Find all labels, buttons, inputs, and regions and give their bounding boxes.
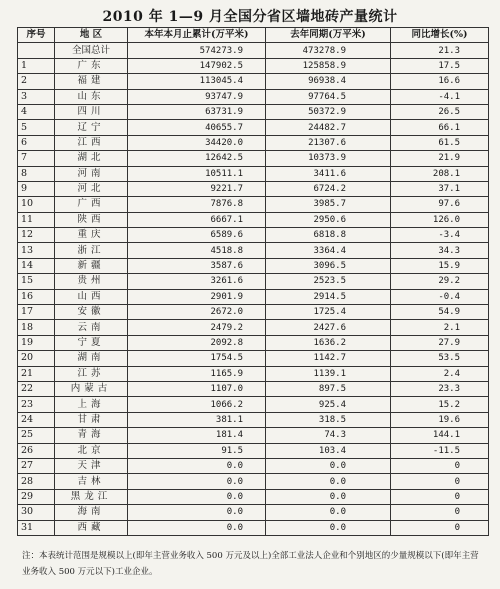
row-growth-value: -0.4 xyxy=(391,289,489,304)
row-region: 甘肃 xyxy=(55,412,128,427)
row-current-value: 91.5 xyxy=(128,443,266,458)
row-index: 13 xyxy=(18,243,55,258)
row-current-value: 2901.9 xyxy=(128,289,266,304)
row-current-value: 7876.8 xyxy=(128,197,266,212)
row-growth-value: 54.9 xyxy=(391,305,489,320)
row-previous-value: 897.5 xyxy=(266,381,391,396)
table-row xyxy=(18,243,489,258)
row-current-value: 40655.7 xyxy=(128,120,266,135)
row-growth-value: 15.9 xyxy=(391,258,489,273)
row-previous-value: 2950.6 xyxy=(266,212,391,227)
row-index: 28 xyxy=(18,474,55,489)
row-index: 4 xyxy=(18,104,55,119)
row-region: 福建 xyxy=(55,74,128,89)
table-row xyxy=(18,212,489,227)
row-previous-value: 125858.9 xyxy=(266,58,391,73)
row-region: 四川 xyxy=(55,104,128,119)
row-previous-value: 3985.7 xyxy=(266,197,391,212)
table-row xyxy=(18,197,489,212)
footnote: 注：本表统计范围是规模以上(即年主营业务收入 500 万元及以上)全部工业法人企业和个别地区的少量规模以下(即年主营业务收入 500 万元以下)工业企业。 xyxy=(22,551,479,577)
table-row xyxy=(18,228,489,243)
row-growth-value: 144.1 xyxy=(391,428,489,443)
table-body xyxy=(18,43,489,536)
row-growth-value: 37.1 xyxy=(391,181,489,196)
row-region: 江西 xyxy=(55,135,128,150)
row-region: 吉林 xyxy=(55,474,128,489)
row-region: 云南 xyxy=(55,320,128,335)
row-region: 辽宁 xyxy=(55,120,128,135)
row-current-value: 6589.6 xyxy=(128,228,266,243)
row-current-value: 4518.8 xyxy=(128,243,266,258)
row-previous-value: 74.3 xyxy=(266,428,391,443)
row-region: 新疆 xyxy=(55,258,128,273)
row-region: 黑龙江 xyxy=(55,489,128,504)
row-index: 15 xyxy=(18,274,55,289)
row-previous-value: 3411.6 xyxy=(266,166,391,181)
row-region: 湖南 xyxy=(55,351,128,366)
row-index: 6 xyxy=(18,135,55,150)
row-growth-value: -11.5 xyxy=(391,443,489,458)
row-region: 广西 xyxy=(55,197,128,212)
row-region: 浙江 xyxy=(55,243,128,258)
row-previous-value: 21307.6 xyxy=(266,135,391,150)
row-current-value: 3261.6 xyxy=(128,274,266,289)
row-growth-value: 34.3 xyxy=(391,243,489,258)
row-index: 5 xyxy=(18,120,55,135)
table-row xyxy=(18,274,489,289)
row-index xyxy=(18,43,55,58)
row-growth-value: 15.2 xyxy=(391,397,489,412)
table-row xyxy=(18,151,489,166)
table-row xyxy=(18,89,489,104)
row-region: 海南 xyxy=(55,505,128,520)
header-yoy-growth: 同比增长(%) xyxy=(391,28,489,43)
row-index: 9 xyxy=(18,181,55,196)
row-region: 天津 xyxy=(55,458,128,473)
row-current-value: 574273.9 xyxy=(128,43,266,58)
row-current-value: 0.0 xyxy=(128,520,266,535)
row-index: 29 xyxy=(18,489,55,504)
row-region: 全国总计 xyxy=(55,43,128,58)
row-region: 河南 xyxy=(55,166,128,181)
row-growth-value: 0 xyxy=(391,474,489,489)
row-previous-value: 6724.2 xyxy=(266,181,391,196)
row-index: 1 xyxy=(18,58,55,73)
row-index: 17 xyxy=(18,305,55,320)
row-growth-value: -3.4 xyxy=(391,228,489,243)
table-row-total xyxy=(18,43,489,58)
row-current-value: 9221.7 xyxy=(128,181,266,196)
row-previous-value: 0.0 xyxy=(266,505,391,520)
row-growth-value: 21.9 xyxy=(391,151,489,166)
row-growth-value: 27.9 xyxy=(391,335,489,350)
table-row xyxy=(18,443,489,458)
row-growth-value: 208.1 xyxy=(391,166,489,181)
row-index: 7 xyxy=(18,151,55,166)
row-growth-value: 97.6 xyxy=(391,197,489,212)
row-index: 30 xyxy=(18,505,55,520)
row-index: 18 xyxy=(18,320,55,335)
row-region: 青海 xyxy=(55,428,128,443)
row-previous-value: 50372.9 xyxy=(266,104,391,119)
row-index: 16 xyxy=(18,289,55,304)
row-growth-value: 29.2 xyxy=(391,274,489,289)
table-row xyxy=(18,505,489,520)
row-previous-value: 10373.9 xyxy=(266,151,391,166)
row-previous-value: 2427.6 xyxy=(266,320,391,335)
table-row xyxy=(18,474,489,489)
row-previous-value: 925.4 xyxy=(266,397,391,412)
table-row xyxy=(18,335,489,350)
row-region: 河北 xyxy=(55,181,128,196)
row-region: 重庆 xyxy=(55,228,128,243)
header-current-cumulative: 本年本月止累计(万平米) xyxy=(128,28,266,43)
table-row xyxy=(18,74,489,89)
row-current-value: 93747.9 xyxy=(128,89,266,104)
row-previous-value: 0.0 xyxy=(266,474,391,489)
row-index: 27 xyxy=(18,458,55,473)
row-growth-value: 53.5 xyxy=(391,351,489,366)
row-region: 湖北 xyxy=(55,151,128,166)
table-header-row xyxy=(18,28,489,43)
row-current-value: 0.0 xyxy=(128,505,266,520)
row-index: 8 xyxy=(18,166,55,181)
row-current-value: 3587.6 xyxy=(128,258,266,273)
table-row xyxy=(18,428,489,443)
row-current-value: 1066.2 xyxy=(128,397,266,412)
table-row xyxy=(18,366,489,381)
row-current-value: 181.4 xyxy=(128,428,266,443)
row-index: 23 xyxy=(18,397,55,412)
table-row xyxy=(18,320,489,335)
row-previous-value: 103.4 xyxy=(266,443,391,458)
row-previous-value: 6818.8 xyxy=(266,228,391,243)
row-region: 宁夏 xyxy=(55,335,128,350)
header-index: 序号 xyxy=(18,28,55,43)
row-previous-value: 1139.1 xyxy=(266,366,391,381)
table-row xyxy=(18,289,489,304)
row-region: 江苏 xyxy=(55,366,128,381)
row-index: 24 xyxy=(18,412,55,427)
row-region: 山东 xyxy=(55,89,128,104)
row-growth-value: 61.5 xyxy=(391,135,489,150)
row-previous-value: 24482.7 xyxy=(266,120,391,135)
table-row xyxy=(18,166,489,181)
table-row xyxy=(18,458,489,473)
table-row xyxy=(18,412,489,427)
table-row xyxy=(18,181,489,196)
table-row xyxy=(18,104,489,119)
row-region: 北京 xyxy=(55,443,128,458)
row-index: 10 xyxy=(18,197,55,212)
row-current-value: 147902.5 xyxy=(128,58,266,73)
table-row xyxy=(18,58,489,73)
table-row xyxy=(18,135,489,150)
header-region: 地 区 xyxy=(55,28,128,43)
row-index: 3 xyxy=(18,89,55,104)
row-current-value: 1754.5 xyxy=(128,351,266,366)
row-current-value: 10511.1 xyxy=(128,166,266,181)
row-index: 12 xyxy=(18,228,55,243)
row-region: 贵州 xyxy=(55,274,128,289)
row-previous-value: 2523.5 xyxy=(266,274,391,289)
row-index: 14 xyxy=(18,258,55,273)
table-row xyxy=(18,520,489,535)
row-index: 21 xyxy=(18,366,55,381)
row-previous-value: 473278.9 xyxy=(266,43,391,58)
row-index: 31 xyxy=(18,520,55,535)
row-growth-value: 0 xyxy=(391,505,489,520)
header-previous-period: 去年同期(万平米) xyxy=(266,28,391,43)
row-growth-value: 0 xyxy=(391,458,489,473)
row-current-value: 381.1 xyxy=(128,412,266,427)
row-region: 广东 xyxy=(55,58,128,73)
row-region: 安徽 xyxy=(55,305,128,320)
row-index: 26 xyxy=(18,443,55,458)
row-current-value: 113045.4 xyxy=(128,74,266,89)
row-index: 2 xyxy=(18,74,55,89)
row-current-value: 34420.0 xyxy=(128,135,266,150)
table-row xyxy=(18,258,489,273)
row-growth-value: 23.3 xyxy=(391,381,489,396)
row-current-value: 2479.2 xyxy=(128,320,266,335)
row-current-value: 2092.8 xyxy=(128,335,266,350)
row-current-value: 6667.1 xyxy=(128,212,266,227)
row-previous-value: 97764.5 xyxy=(266,89,391,104)
row-current-value: 1107.0 xyxy=(128,381,266,396)
row-region: 山西 xyxy=(55,289,128,304)
row-growth-value: 66.1 xyxy=(391,120,489,135)
row-growth-value: 0 xyxy=(391,489,489,504)
row-growth-value: 19.6 xyxy=(391,412,489,427)
table-row xyxy=(18,397,489,412)
row-previous-value: 0.0 xyxy=(266,520,391,535)
row-index: 11 xyxy=(18,212,55,227)
row-index: 22 xyxy=(18,381,55,396)
row-previous-value: 1636.2 xyxy=(266,335,391,350)
table-row xyxy=(18,381,489,396)
row-previous-value: 0.0 xyxy=(266,489,391,504)
table-row xyxy=(18,351,489,366)
row-current-value: 0.0 xyxy=(128,489,266,504)
row-current-value: 1165.9 xyxy=(128,366,266,381)
document-title: 2010 年 1—9 月全国分省区墙地砖产量统计 xyxy=(102,9,398,25)
row-previous-value: 2914.5 xyxy=(266,289,391,304)
row-current-value: 12642.5 xyxy=(128,151,266,166)
row-previous-value: 1725.4 xyxy=(266,305,391,320)
row-index: 19 xyxy=(18,335,55,350)
row-region: 西藏 xyxy=(55,520,128,535)
row-previous-value: 1142.7 xyxy=(266,351,391,366)
row-index: 25 xyxy=(18,428,55,443)
row-growth-value: 0 xyxy=(391,520,489,535)
row-growth-value: 16.6 xyxy=(391,74,489,89)
production-table xyxy=(17,27,489,536)
row-previous-value: 318.5 xyxy=(266,412,391,427)
table-row xyxy=(18,489,489,504)
row-current-value: 63731.9 xyxy=(128,104,266,119)
row-growth-value: 26.5 xyxy=(391,104,489,119)
row-index: 20 xyxy=(18,351,55,366)
row-growth-value: 2.1 xyxy=(391,320,489,335)
row-region: 陕西 xyxy=(55,212,128,227)
row-previous-value: 3364.4 xyxy=(266,243,391,258)
row-growth-value: -4.1 xyxy=(391,89,489,104)
row-current-value: 0.0 xyxy=(128,474,266,489)
row-growth-value: 2.4 xyxy=(391,366,489,381)
row-region: 内蒙古 xyxy=(55,381,128,396)
row-current-value: 2672.0 xyxy=(128,305,266,320)
row-previous-value: 0.0 xyxy=(266,458,391,473)
row-growth-value: 126.0 xyxy=(391,212,489,227)
row-growth-value: 21.3 xyxy=(391,43,489,58)
row-previous-value: 3096.5 xyxy=(266,258,391,273)
row-current-value: 0.0 xyxy=(128,458,266,473)
table-row xyxy=(18,305,489,320)
table-row xyxy=(18,120,489,135)
row-previous-value: 96938.4 xyxy=(266,74,391,89)
row-growth-value: 17.5 xyxy=(391,58,489,73)
row-region: 上海 xyxy=(55,397,128,412)
